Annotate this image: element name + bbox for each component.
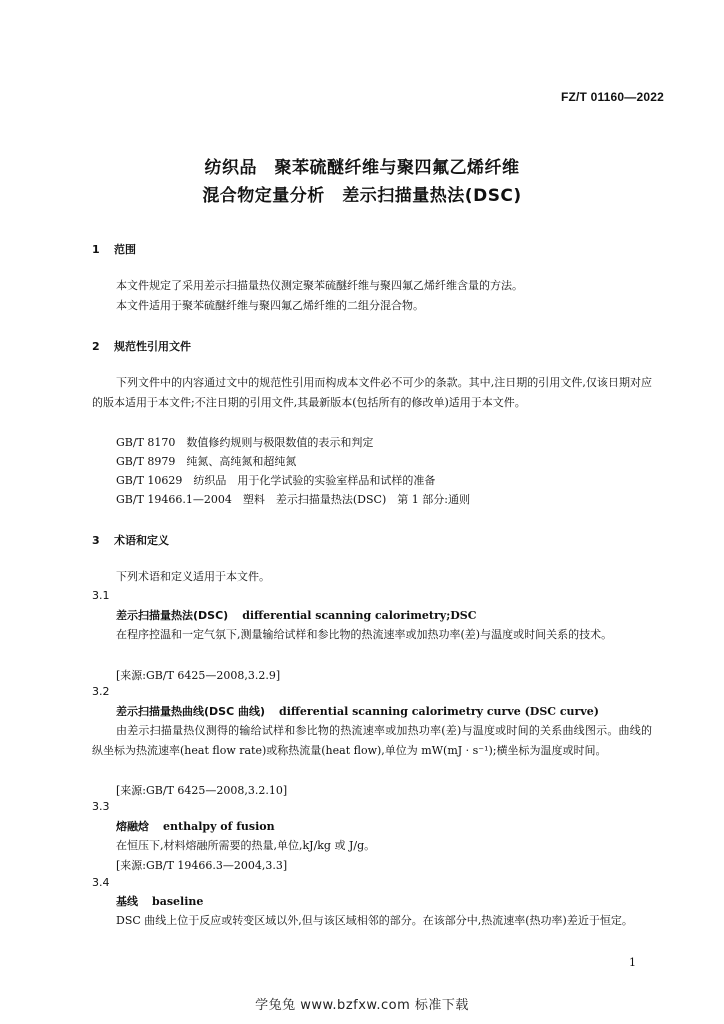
section-number: 2: [92, 340, 100, 353]
term-name: [116, 703, 599, 719]
section-2-heading: [92, 338, 191, 354]
term-name: [116, 818, 275, 834]
term-source: [来源:GB/T 19466.3—2004,3.3]: [116, 859, 288, 872]
document-title-line-1: 纺织品 聚苯硫醚纤维与聚四氟乙烯纤维: [204, 158, 520, 178]
term-definition: 在程序控温和一定气氛下,测量输给试样和参比物的热流速率或加热功率(差)与温度或时间关系的技术。: [116, 628, 613, 641]
term-number: 3.2: [92, 685, 110, 698]
term-number: 3.1: [92, 589, 110, 602]
term-name-zh: 基线: [116, 895, 138, 908]
term-source: [来源:GB/T 6425—2008,3.2.9]: [116, 669, 281, 682]
watermark: 学兔兔 www.bzfxw.com 标准下载: [255, 998, 469, 1013]
section-3-intro: 下列术语和定义适用于本文件。: [116, 570, 270, 583]
term-source: [来源:GB/T 6425—2008,3.2.10]: [116, 784, 288, 797]
term-number: 3.3: [92, 800, 110, 813]
term-name-en: differential scanning calorimetry curve (DSC curve): [279, 705, 599, 718]
reference-item: GB/T 8979 纯氮、高纯氮和超纯氮: [116, 455, 297, 468]
term-name: [116, 607, 477, 623]
term-number: 3.4: [92, 876, 110, 889]
section-1-paragraph-1: 本文件规定了采用差示扫描量热仪测定聚苯硫醚纤维与聚四氟乙烯纤维含量的方法。: [116, 279, 523, 292]
reference-item: GB/T 8170 数值修约规则与极限数值的表示和判定: [116, 436, 374, 449]
section-1-paragraph-2: 本文件适用于聚苯硫醚纤维与聚四氟乙烯纤维的二组分混合物。: [116, 299, 424, 312]
term-name-en: baseline: [152, 895, 204, 908]
term-name-en: enthalpy of fusion: [163, 820, 275, 833]
term-name-zh: 差示扫描量热法(DSC): [116, 609, 229, 622]
term-definition: 在恒压下,材料熔融所需要的热量,单位,kJ/kg 或 J/g。: [116, 839, 376, 852]
term-name-zh: 熔融焓: [116, 820, 149, 833]
section-3-heading: [92, 532, 169, 548]
term-definition: DSC 曲线上位于反应或转变区域以外,但与该区域相邻的部分。在该部分中,热流速率(热功率)差近于恒定。: [116, 914, 633, 927]
term-name: [116, 893, 203, 909]
section-2-intro: 下列文件中的内容通过文中的规范性引用而构成本文件必不可少的条款。其中,注日期的引用文件,仅该日期对应的版本适用于本文件;不注日期的引用文件,其最新版本(包括所有的修改单)适用于本文件。: [92, 376, 652, 409]
page-number: 1: [629, 956, 636, 969]
section-number: 1: [92, 243, 100, 256]
section-title: 术语和定义: [114, 534, 169, 547]
section-1-heading: [92, 241, 136, 257]
document-title-line-2: 混合物定量分析 差示扫描量热法(DSC): [202, 186, 522, 206]
term-definition: 由差示扫描量热仪测得的输给试样和参比物的热流速率或加热功率(差)与温度或时间的关系曲线图示。曲线的纵坐标为热流速率(heat flow rate)或称热流量(heat flow),单位为 mW(mJ · s⁻¹);横坐标为温度或时间。: [92, 724, 652, 757]
term-name-en: differential scanning calorimetry;DSC: [242, 609, 477, 622]
term-name-zh: 差示扫描量热曲线(DSC 曲线): [116, 705, 266, 718]
reference-item: GB/T 10629 纺织品 用于化学试验的实验室样品和试样的准备: [116, 474, 436, 487]
section-title: 范围: [114, 243, 136, 256]
standard-code: FZ/T 01160—2022: [560, 90, 664, 104]
section-number: 3: [92, 534, 100, 547]
section-title: 规范性引用文件: [114, 340, 191, 353]
reference-item: GB/T 19466.1—2004 塑料 差示扫描量热法(DSC) 第 1 部分:通则: [116, 493, 470, 506]
